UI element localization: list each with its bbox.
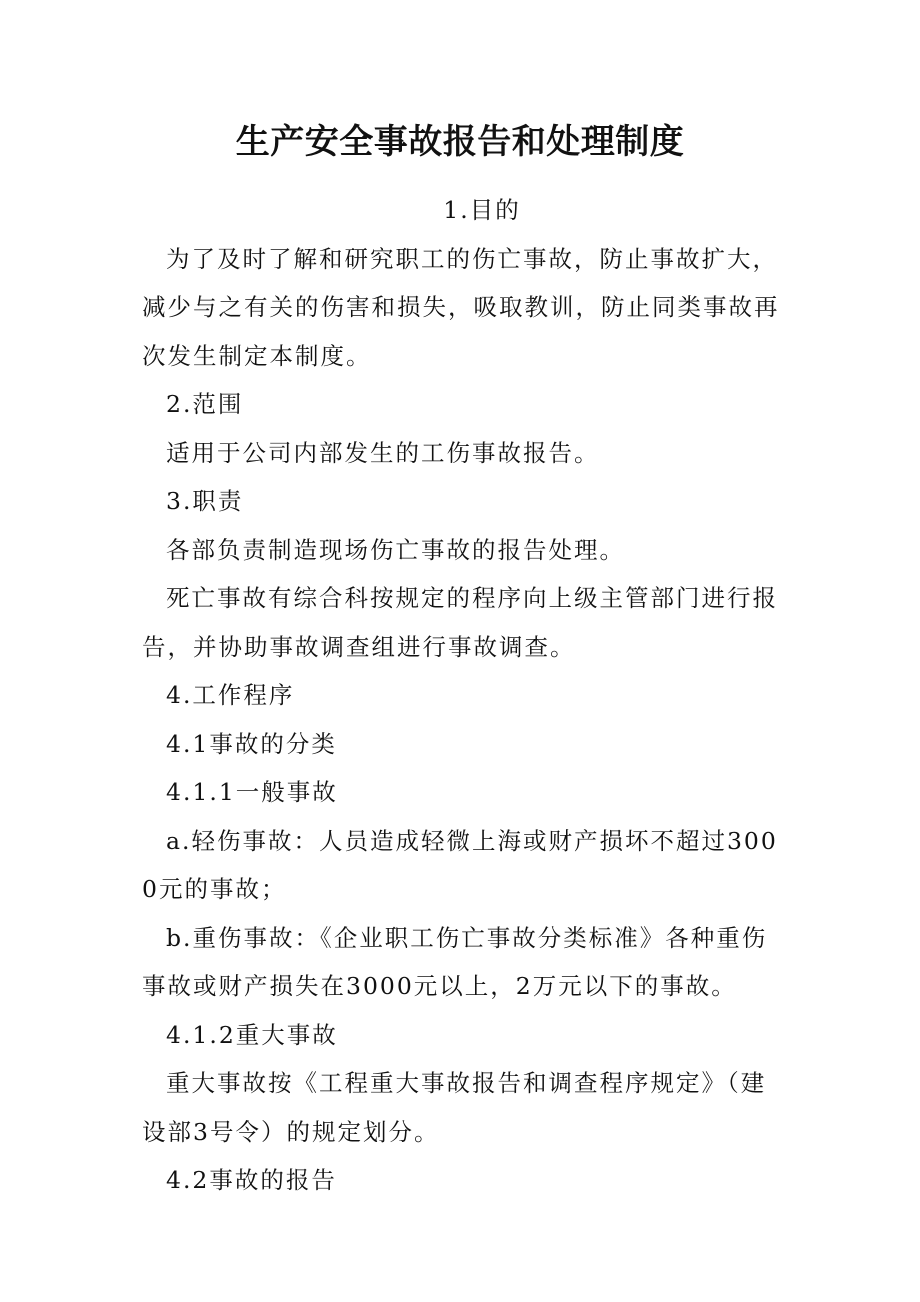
paragraph-scope: 适用于公司内部发生的工伤事故报告。 <box>166 438 600 467</box>
paragraph-duties-2: 死亡事故有综合科按规定的程序向上级主管部门进行报告，并协助事故调查组进行事故调查。 <box>142 584 778 661</box>
section-heading-duties: 3.职责 <box>166 487 244 515</box>
paragraph-duties-1: 各部负责制造现场伤亡事故的报告处理。 <box>166 535 625 564</box>
subsection-heading-general-accident: 4.1.1一般事故 <box>166 778 338 806</box>
paragraph-minor-injury: a.轻伤事故：人员造成轻微上海或财产损坏不超过3000元的事故； <box>142 826 778 903</box>
section-heading-scope: 2.范围 <box>166 390 244 418</box>
paragraph-major-accident: 重大事故按《工程重大事故报告和调查程序规定》（建设部3号令）的规定划分。 <box>142 1069 767 1146</box>
subsection-heading-reporting: 4.2事故的报告 <box>166 1166 337 1194</box>
subsection-heading-classification: 4.1事故的分类 <box>166 729 337 758</box>
paragraph-purpose: 为了及时了解和研究职工的伤亡事故，防止事故扩大，减少与之有关的伤害和损失，吸取教训，防止同类事故再次发生制定本制度。 <box>142 244 780 370</box>
document-body <box>142 186 782 1205</box>
document-title: 生产安全事故报告和处理制度 <box>235 122 685 162</box>
paragraph-serious-injury: b.重伤事故：《企业职工伤亡事故分类标准》各种重伤事故或财产损失在3000元以上，2万元以下的事故。 <box>142 923 768 1000</box>
section-heading-purpose: 1.目的 <box>443 196 521 224</box>
subsection-heading-major-accident: 4.1.2重大事故 <box>166 1020 338 1049</box>
section-heading-procedure: 4.工作程序 <box>166 681 295 709</box>
